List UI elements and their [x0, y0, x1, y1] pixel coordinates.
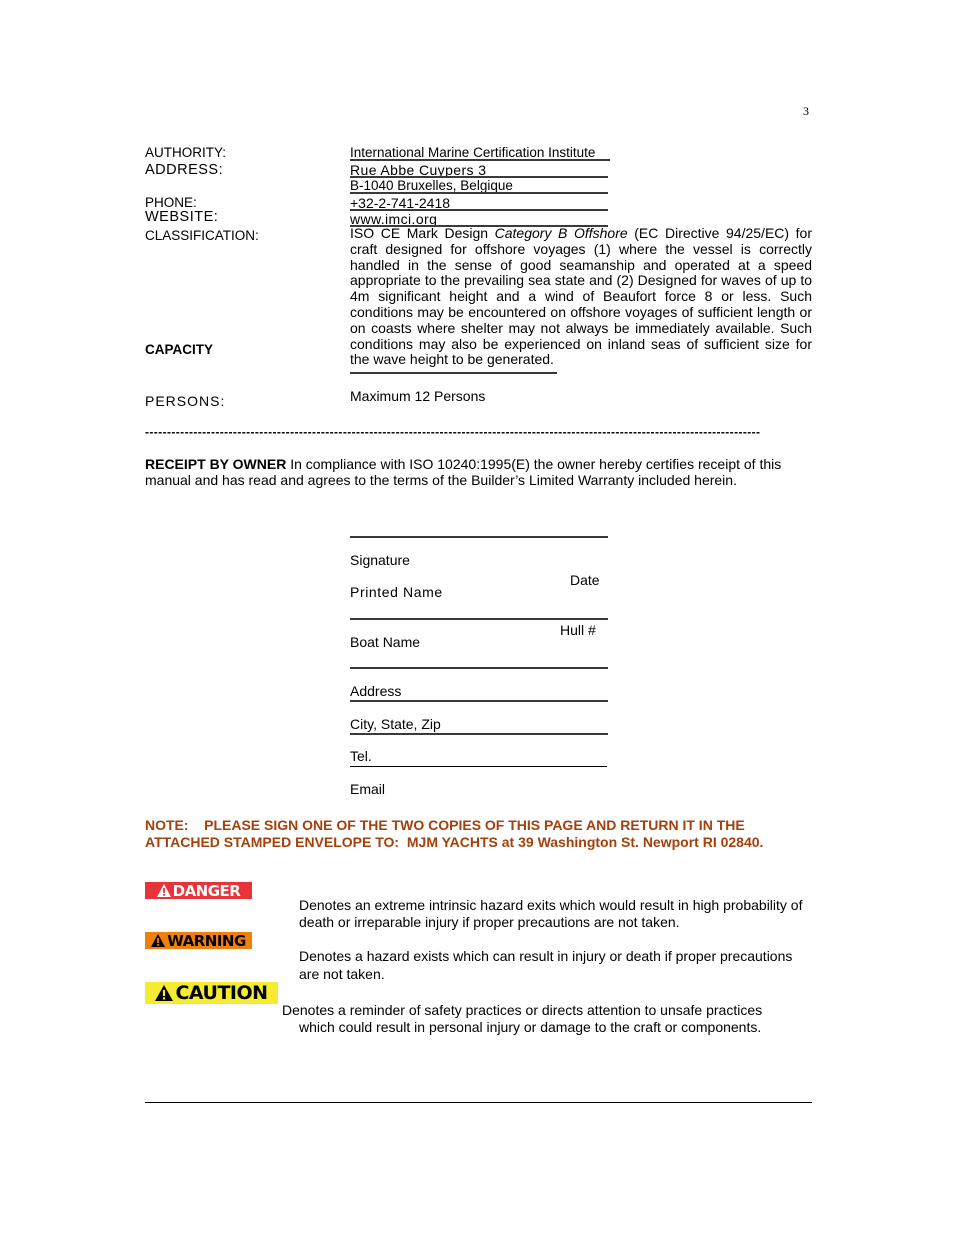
warning-triangle-icon	[151, 934, 165, 947]
address-label: ADDRESS:	[145, 162, 224, 178]
warning-label: WARNING	[167, 931, 246, 950]
date-label: Date	[570, 572, 600, 588]
dashed-separator: --------------------------------------------------------------------------------------------------------------------------------------------	[145, 425, 761, 439]
footer-rule	[145, 1102, 812, 1103]
printed-name-label: Printed Name	[350, 584, 443, 600]
tel-label: Tel.	[350, 748, 372, 764]
address-line2: B-1040 Bruxelles, Belgique	[350, 178, 513, 193]
caution-label: CAUTION	[175, 982, 268, 1004]
address-form-label: Address	[350, 683, 402, 699]
address-form-line[interactable]	[350, 700, 608, 702]
warning-description: Denotes a hazard exists which can result in injury or death if proper precautions are not taken.	[299, 948, 793, 982]
page-number: 3	[803, 104, 809, 118]
printed-name-line[interactable]	[350, 618, 608, 620]
caution-description: Denotes a reminder of safety practices or directs attention to unsafe practices which could result in personal injury or damage to the craft or components.	[282, 1002, 763, 1035]
boat-name-label: Boat Name	[350, 634, 421, 650]
city-state-zip-line[interactable]	[350, 733, 608, 735]
classification-underline	[350, 372, 557, 374]
tel-line[interactable]	[350, 766, 607, 767]
city-state-zip-label: City, State, Zip	[350, 716, 441, 732]
boat-name-line[interactable]	[350, 667, 608, 669]
classification-label: CLASSIFICATION:	[145, 228, 259, 243]
signature-line[interactable]	[350, 536, 608, 538]
signature-label: Signature	[350, 552, 410, 568]
note-line1: NOTE: PLEASE SIGN ONE OF THE TWO COPIES OF THIS PAGE AND RETURN IT IN THE	[145, 817, 745, 833]
address-line1: Rue Abbe Cuypers 3	[350, 162, 487, 178]
email-label: Email	[350, 781, 386, 797]
classification-text: ISO CE Mark Design Category B Offshore (EC Directive 94/25/EC) for craft designed for offshore voyages (1) where the vessel is correctly handled in the sense of good seamanship and operated at a speed appropriate to the prevailing sea state and (2) Designed for waves of up to 4m significant height and a wind of Beaufort force 8 or less. Such conditions may be encountered on offshore voyages of sufficient length or on coasts where shelter may not always be immediately available. Such conditions may also be experienced on inland seas of sufficient size for the wave height to be generated.	[350, 225, 812, 368]
authority-value: International Marine Certification Institute	[350, 145, 596, 160]
website-value: www.imci.org	[350, 211, 438, 227]
danger-badge	[145, 882, 252, 899]
persons-value: Maximum 12 Persons	[350, 388, 486, 404]
capacity-label: CAPACITY	[145, 342, 214, 357]
hull-label: Hull #	[560, 622, 596, 638]
authority-underline	[350, 159, 610, 161]
warning-badge	[145, 932, 252, 949]
persons-label: PERSONS:	[145, 393, 226, 409]
warning-triangle-icon	[155, 985, 173, 1001]
warning-triangle-icon	[157, 884, 171, 897]
danger-label: DANGER	[172, 881, 241, 900]
receipt-heading: RECEIPT BY OWNER	[145, 456, 287, 472]
address-line2-underline	[350, 192, 608, 194]
phone-label: PHONE:	[145, 195, 197, 210]
caution-badge	[145, 982, 278, 1004]
danger-description: Denotes an extreme intrinsic hazard exits which would result in high probability of death or irreparable injury if proper precautions are not taken.	[299, 897, 803, 930]
authority-label: AUTHORITY:	[145, 145, 227, 160]
classification-category: Category B Offshore	[494, 225, 628, 241]
website-label: WEBSITE:	[145, 209, 219, 225]
note-line2: ATTACHED STAMPED ENVELOPE TO: MJM YACHTS at 39 Washington St. Newport RI 02840.	[145, 833, 764, 850]
phone-value: +32-2-741-2418	[350, 195, 451, 211]
return-note	[145, 817, 825, 850]
receipt-paragraph: RECEIPT BY OWNER In compliance with ISO 10240:1995(E) the owner hereby certifies receipt of this manual and has read and agrees to the terms of the Builder’s Limited Warranty included herein.	[145, 456, 782, 488]
